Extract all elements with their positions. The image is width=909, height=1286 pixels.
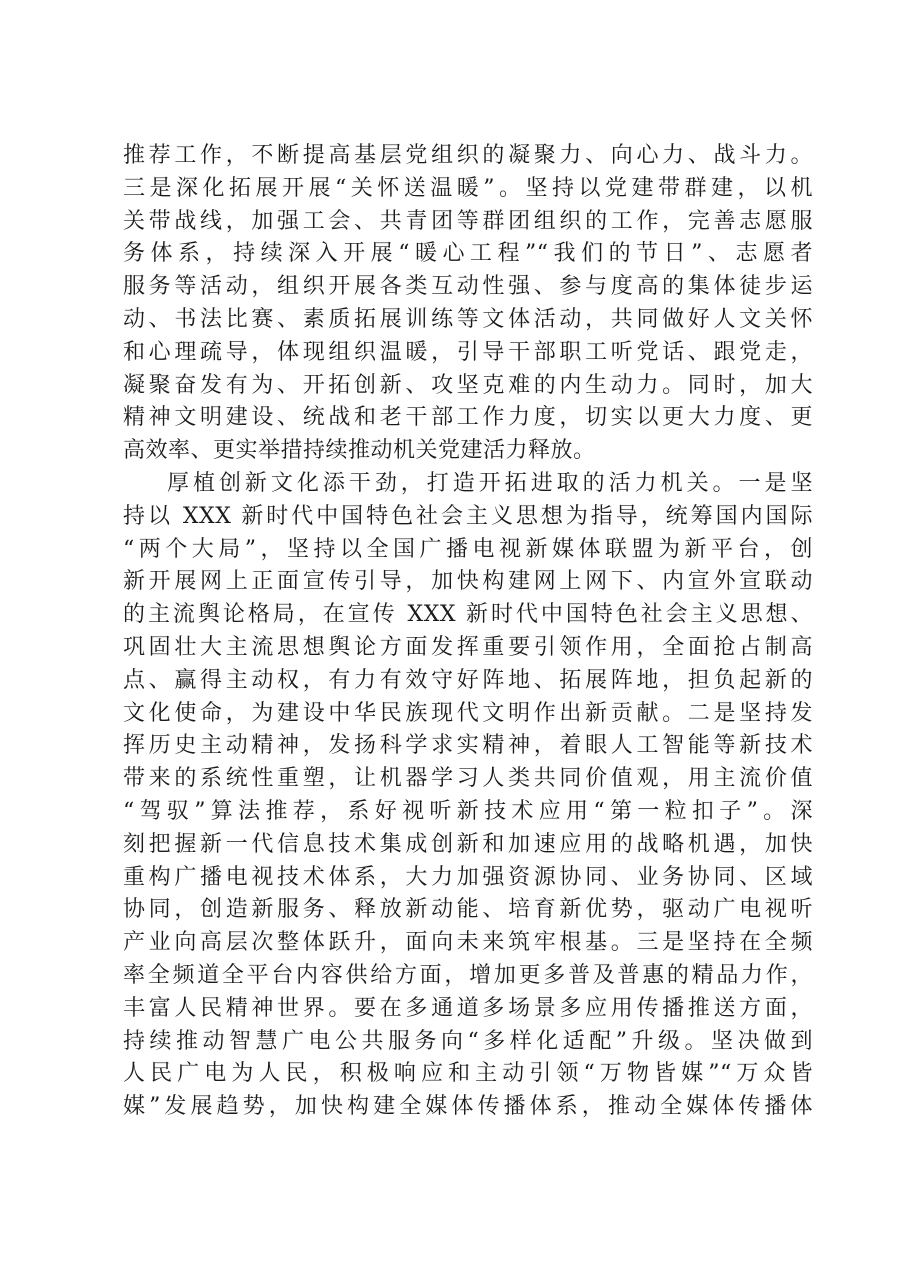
text-line: 率全频道全平台内容供给方面，增加更多普及普惠的精品力作， xyxy=(123,962,813,988)
text-line: 挥历史主动精神，发扬科学求实精神，着眼人工智能等新技术 xyxy=(123,733,813,759)
text-line: 持续推动智慧广电公共服务向“多样化适配”升级。坚决做到 xyxy=(123,1028,813,1054)
text-line: 关带战线，加强工会、共青团等群团组织的工作，完善志愿服 xyxy=(123,208,813,234)
text-line: 刻把握新一代信息技术集成创新和加速应用的战略机遇，加快 xyxy=(123,831,813,857)
text-line: 三是深化拓展开展“关怀送温暖”。坚持以党建带群建，以机 xyxy=(123,175,813,201)
text-line: 点、赢得主动权，有力有效守好阵地、拓展阵地，担负起新的 xyxy=(123,667,813,693)
text-line: 服务等活动，组织开展各类互动性强、参与度高的集体徒步运 xyxy=(123,274,813,300)
text-line: “驾驭”算法推荐，系好视听新技术应用“第一粒扣子”。深 xyxy=(123,798,813,824)
text-line: 重构广播电视技术体系，大力加强资源协同、业务协同、区域 xyxy=(123,864,813,890)
text-line: 丰富人民精神世界。要在多通道多场景多应用传播推送方面， xyxy=(123,995,813,1021)
text-line: 带来的系统性重塑，让机器学习人类共同价值观，用主流价值 xyxy=(123,766,813,792)
paragraph-start-line: 厚植创新文化添干劲，打造开拓进取的活力机关。一是坚 xyxy=(167,470,813,496)
text-line: 持以 XXX 新时代中国特色社会主义思想为指导，统筹国内国际 xyxy=(123,503,813,529)
text-line: 精神文明建设、统战和老干部工作力度，切实以更大力度、更 xyxy=(123,405,813,431)
text-line: 推荐工作，不断提高基层党组织的凝聚力、向心力、战斗力。 xyxy=(123,143,813,168)
text-line: 凝聚奋发有为、开拓创新、攻坚克难的内生动力。同时，加大 xyxy=(123,372,813,398)
text-line: 协同，创造新服务、释放新动能、培育新优势，驱动广电视听 xyxy=(123,897,813,923)
text-line: 动、书法比赛、素质拓展训练等文体活动，共同做好人文关怀 xyxy=(123,306,813,332)
text-line: 的主流舆论格局，在宣传 XXX 新时代中国特色社会主义思想、 xyxy=(123,602,813,628)
text-line: 人民广电为人民，积极响应和主动引领“万物皆媒”“万众皆 xyxy=(123,1061,813,1087)
text-line: 媒”发展趋势，加快构建全媒体传播体系，推动全媒体传播体 xyxy=(123,1094,813,1120)
text-line: 务体系，持续深入开展“暖心工程”“我们的节日”、志愿者 xyxy=(123,241,813,267)
text-line: 和心理疏导，体现组织温暖，引导干部职工听党话、跟党走， xyxy=(123,339,813,365)
text-line: 巩固壮大主流思想舆论方面发挥重要引领作用，全面抢占制高 xyxy=(123,634,813,660)
text-line: 新开展网上正面宣传引导，加快构建网上网下、内宣外宣联动 xyxy=(123,569,813,595)
text-line: 高效率、更实举措持续推动机关党建活力释放。 xyxy=(123,438,596,464)
text-line: 产业向高层次整体跃升，面向未来筑牢根基。三是坚持在全频 xyxy=(123,930,813,956)
text-line: 文化使命，为建设中华民族现代文明作出新贡献。二是坚持发 xyxy=(123,700,813,726)
body-text xyxy=(123,140,813,1124)
text-line: “两个大局”，坚持以全国广播电视新媒体联盟为新平台，创 xyxy=(123,536,813,562)
